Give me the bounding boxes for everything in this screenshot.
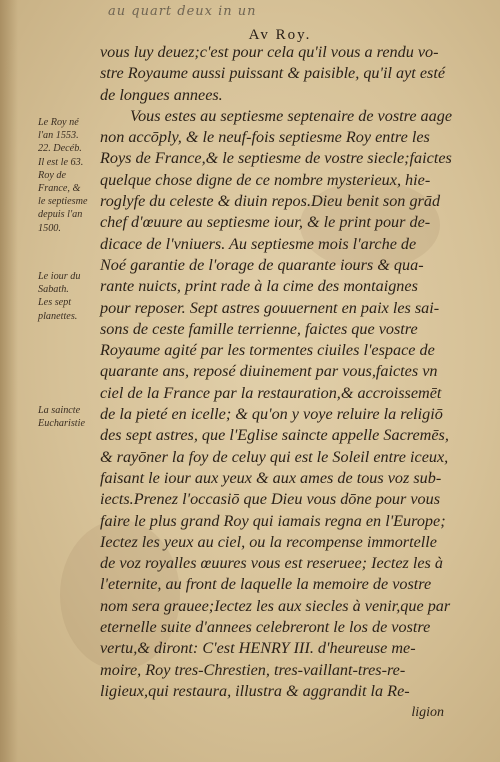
margin-note-line: l'an 1553. xyxy=(38,130,79,142)
text-line: quarante ans, reposé diuinement par vous,faictes vn xyxy=(100,362,438,381)
body-text xyxy=(100,42,472,724)
margin-note-sabath xyxy=(38,270,80,323)
text-line: iects.Prenez l'occasiō que Dieu vous dōne pour vous xyxy=(100,490,441,509)
margin-note-line: France, & xyxy=(38,183,81,195)
margin-note-line: planettes. xyxy=(38,310,78,322)
text-line: vous luy deuez;c'est pour cela qu'il vous a rendu vo- xyxy=(100,43,439,61)
margin-note-line: Le Roy né xyxy=(38,117,79,128)
margin-note-roy xyxy=(38,116,88,235)
text-line: stre Royaume aussi puissant & paisible, qu'il ayt esté xyxy=(100,64,446,83)
text-line: & rayōner la foy de celuy qui est le Soleil entre iceux, xyxy=(100,447,449,466)
text-line: non accōply, & le neuf-fois septiesme Roy entre les xyxy=(100,128,430,147)
running-header: Av Roy. xyxy=(248,27,312,43)
text-line: nom sera grauee;Iectez les aux siecles à venir,que par xyxy=(100,596,451,615)
text-line: vertu,& diront: C'est HENRY III. d'heureuse me- xyxy=(100,639,416,658)
margin-note-line: Les sept xyxy=(38,297,72,309)
margin-note-line: Le iour du xyxy=(38,271,81,282)
text-line: rante nuicts, print rade à la cime des montaignes xyxy=(100,277,418,296)
text-line: chef d'œuure au septiesme iour, & le print pour de- xyxy=(100,213,431,232)
margin-note-line: 22. Decéb. xyxy=(38,143,82,155)
text-line: l'eternite, au front de laquelle la memoire de vostre xyxy=(100,575,432,594)
text-line: des sept astres, que l'Eglise saincte appelle Sacremēs, xyxy=(100,426,449,445)
margin-note-saincte xyxy=(38,404,85,430)
margin-note-line: 1500. xyxy=(38,222,61,234)
text-line: Vous estes au septiesme septenaire de vostre aage xyxy=(130,106,453,125)
margin-note-line: Roy de xyxy=(38,169,67,181)
catchword: ligion xyxy=(411,705,444,721)
text-line: pour reposer. Sept astres gouuernent en paix les sai- xyxy=(100,298,440,317)
text-line: faire le plus grand Roy qui iamais regna en l'Europe; xyxy=(100,511,446,530)
text-line: ciel de la France par la restauration,& accroissemēt xyxy=(100,383,442,402)
margin-note-line: depuis l'an xyxy=(38,209,83,221)
text-line: Roys de France,& le septiesme de vostre siecle;faictes xyxy=(100,149,452,168)
margin-note-line: Eucharistie xyxy=(38,418,85,430)
text-line: quelque chose digne de ce nombre mysterieux, hie- xyxy=(100,170,431,189)
text-line: de voz royalles œuures vous est reseruee; Iectez les à xyxy=(100,554,443,573)
text-line: sons de ceste famille terrienne, faictes que vostre xyxy=(100,319,418,338)
margin-note-line: Sabath. xyxy=(38,284,69,296)
text-line: de la pieté en icelle; & qu'on y voye reluire la religiō xyxy=(100,405,443,424)
margin-note-line: le septiesme xyxy=(38,196,88,208)
margin-note-line: Il est le 63. xyxy=(38,156,84,168)
text-line: moire, Roy tres-Chrestien, tres-vaillant-tres-re- xyxy=(100,660,406,679)
text-line: dicace de l'vniuers. Au septiesme mois l'arche de xyxy=(100,234,417,253)
text-line: eternelle suite d'annees celebreront le los de vostre xyxy=(100,618,431,637)
handwritten-annotation: au quart deux in un xyxy=(108,4,257,19)
text-line: ligieux,qui restaura, illustra & aggrandit la Re- xyxy=(100,681,410,700)
text-line: de longues annees. xyxy=(100,85,223,104)
page-edge-shadow xyxy=(0,0,18,762)
text-line: Iectez les yeux au ciel, ou la recompense immortelle xyxy=(100,532,437,551)
text-line: Royaume agité par les tormentes ciuiles l'espace de xyxy=(100,341,435,360)
margin-note-line: La saincte xyxy=(38,405,81,416)
text-line: faisant le iour aux yeux & aux ames de tous voz sub- xyxy=(100,468,442,487)
text-line: Noé garantie de l'orage de quarante iours & qua- xyxy=(100,255,424,274)
text-line: roglyfe du celeste & diuin repos.Dieu benit son grād xyxy=(100,192,441,211)
